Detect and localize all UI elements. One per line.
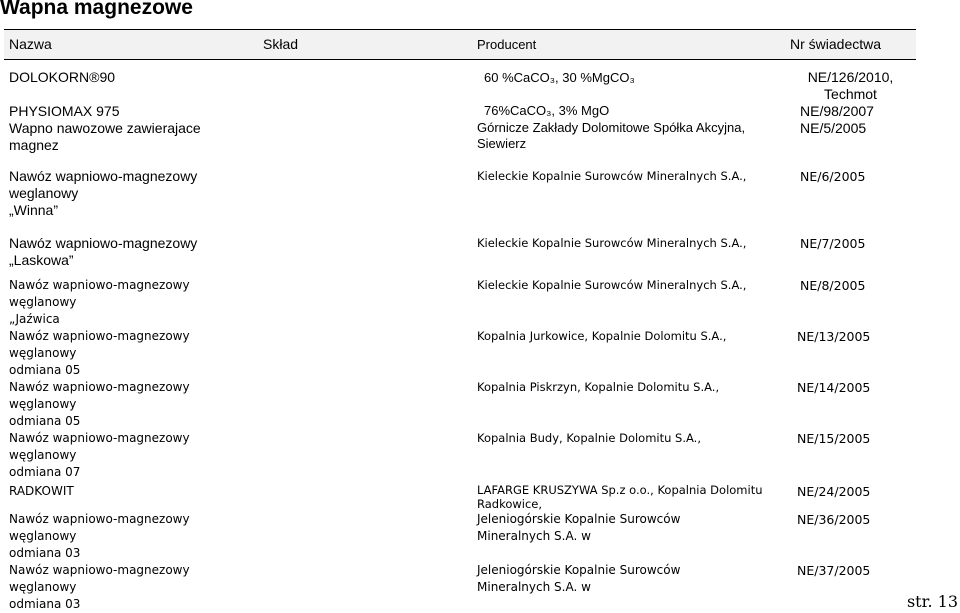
certificate-number: NE/14/2005 bbox=[797, 380, 871, 395]
table-row bbox=[4, 379, 916, 430]
header-producer: Producent bbox=[472, 30, 785, 60]
table-row bbox=[4, 328, 916, 379]
producer: Jeleniogórskie Kopalnie Surowców Mineralnych S.A. w bbox=[477, 512, 681, 543]
product-composition bbox=[258, 277, 472, 328]
header-certificate: Nr świadectwa bbox=[785, 30, 916, 60]
table-row bbox=[4, 120, 916, 168]
table-row bbox=[4, 60, 916, 104]
table-row bbox=[4, 103, 916, 120]
producer: Kopalnia Jurkowice, Kopalnie Dolomitu S.A., bbox=[477, 329, 727, 343]
lime-products-table bbox=[4, 29, 916, 613]
producer: Górnicze Zakłady Dolomitowe Spółka Akcyjna, Siewierz bbox=[477, 120, 746, 151]
product-name: Nawóz wapniowo-magnezowy węglanowy „Jaźwica bbox=[9, 278, 190, 326]
product-composition bbox=[258, 379, 472, 430]
producer: Kieleckie Kopalnie Surowców Mineralnych S.A., bbox=[477, 169, 747, 183]
product-composition bbox=[258, 120, 472, 168]
product-composition bbox=[258, 235, 472, 277]
producer: Kieleckie Kopalnie Surowców Mineralnych S.A., bbox=[477, 236, 747, 250]
certificate-number: NE/8/2005 bbox=[800, 278, 866, 293]
table-row bbox=[4, 235, 916, 277]
certificate-number: NE/6/2005 bbox=[800, 169, 866, 184]
product-composition bbox=[258, 511, 472, 562]
producer: LAFARGE KRUSZYWA Sp.z o.o., Kopalnia Dolomitu Radkowice, bbox=[477, 483, 763, 511]
product-composition bbox=[258, 562, 472, 613]
table-header-row bbox=[4, 30, 916, 60]
page-title: Wapna magnezowe bbox=[0, 0, 193, 19]
table-row bbox=[4, 277, 916, 328]
producer: Kopalnia Piskrzyn, Kopalnie Dolomitu S.A., bbox=[477, 380, 720, 394]
certificate-number: NE/36/2005 bbox=[797, 512, 871, 527]
product-name: Nawóz wapniowo-magnezowy węglanowy odmiana 05 bbox=[9, 329, 190, 377]
certificate-number: NE/13/2005 bbox=[797, 329, 871, 344]
product-composition: 60 %CaCO₃, 30 %MgCO₃ bbox=[484, 70, 635, 85]
product-name: Nawóz wapniowo-magnezowy węglanowy odmiana 03 bbox=[9, 563, 190, 611]
product-composition bbox=[258, 430, 472, 481]
certificate-number: NE/15/2005 bbox=[797, 431, 871, 446]
page-number: str. 13 bbox=[906, 592, 958, 611]
certificate-number: NE/126/2010, Techmot bbox=[807, 69, 894, 102]
product-name: PHYSIOMAX 975 bbox=[9, 103, 120, 119]
product-name: Nawóz wapniowo-magnezowy „Laskowa” bbox=[9, 235, 198, 268]
table-row bbox=[4, 168, 916, 235]
product-composition bbox=[258, 168, 472, 235]
producer: Jeleniogórskie Kopalnie Surowców Mineralnych S.A. w bbox=[477, 563, 681, 594]
product-name: Nawóz wapniowo-magnezowy węglanowy odmiana 05 bbox=[9, 380, 190, 428]
header-name: Nazwa bbox=[4, 30, 258, 60]
certificate-number: NE/5/2005 bbox=[800, 120, 867, 136]
table-row bbox=[4, 481, 916, 511]
certificate-number: NE/24/2005 bbox=[797, 484, 871, 499]
product-composition bbox=[258, 481, 472, 511]
product-name: Wapno nawozowe zawierajace magnez bbox=[9, 120, 201, 153]
product-composition bbox=[258, 328, 472, 379]
producer: Kieleckie Kopalnie Surowców Mineralnych S.A., bbox=[477, 278, 747, 292]
table-row bbox=[4, 511, 916, 562]
product-name: Nawóz wapniowo-magnezowy węglanowy odmiana 07 bbox=[9, 431, 190, 479]
product-composition: 76%CaCO₃, 3% MgO bbox=[484, 103, 610, 118]
certificate-number: NE/98/2007 bbox=[800, 103, 874, 119]
table-row bbox=[4, 430, 916, 481]
product-name: Nawóz wapniowo-magnezowy weglanowy „Winna” bbox=[9, 168, 198, 218]
certificate-number: NE/37/2005 bbox=[797, 563, 871, 578]
table-row bbox=[4, 562, 916, 613]
certificate-number: NE/7/2005 bbox=[800, 236, 866, 251]
product-name: RADKOWIT bbox=[9, 484, 74, 498]
product-name: DOLOKORN®90 bbox=[9, 69, 116, 85]
producer: Kopalnia Budy, Kopalnie Dolomitu S.A., bbox=[477, 431, 701, 445]
product-name: Nawóz wapniowo-magnezowy węglanowy odmiana 03 bbox=[9, 512, 190, 560]
header-composition: Skład bbox=[258, 30, 472, 60]
